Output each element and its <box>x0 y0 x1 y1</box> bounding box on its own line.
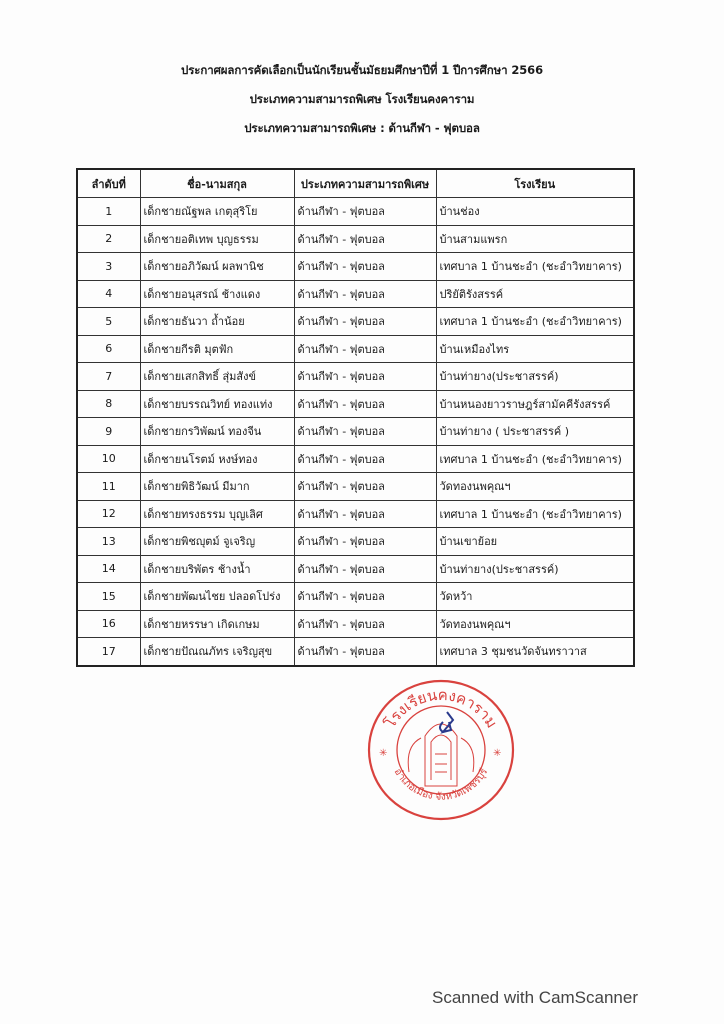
ability-type: ด้านกีฬา - ฟุตบอล <box>294 308 436 336</box>
ability-type: ด้านกีฬา - ฟุตบอล <box>294 500 436 528</box>
results-table <box>76 168 635 667</box>
table-row <box>77 308 634 336</box>
row-number: 7 <box>77 363 140 391</box>
ability-type: ด้านกีฬา - ฟุตบอล <box>294 363 436 391</box>
row-number: 13 <box>77 528 140 556</box>
student-name: เด็กชายหรรษา เกิดเกษม <box>140 610 294 638</box>
ability-type: ด้านกีฬา - ฟุตบอล <box>294 280 436 308</box>
seal-bottom-text: อำเภอเมือง จังหวัดเพชรบุรี <box>391 766 491 803</box>
ability-type: ด้านกีฬา - ฟุตบอล <box>294 445 436 473</box>
student-name: เด็กชายธันวา ถ้ำน้อย <box>140 308 294 336</box>
student-name: เด็กชายณัฐพล เกตุสุริโย <box>140 198 294 226</box>
school-name: เทศบาล 1 บ้านชะอำ (ชะอำวิทยาคาร) <box>436 445 634 473</box>
ability-type: ด้านกีฬา - ฟุตบอล <box>294 528 436 556</box>
seal-star-right-icon: ✳ <box>493 748 502 759</box>
table-row <box>77 638 634 666</box>
ability-type: ด้านกีฬา - ฟุตบอล <box>294 198 436 226</box>
table-row <box>77 500 634 528</box>
school-name: เทศบาล 1 บ้านชะอำ (ชะอำวิทยาคาร) <box>436 308 634 336</box>
school-name: เทศบาล 1 บ้านชะอำ (ชะอำวิทยาคาร) <box>436 253 634 281</box>
seal-graphic <box>365 676 517 822</box>
table-row <box>77 583 634 611</box>
signature-mark <box>440 712 453 732</box>
header-ability-type: ประเภทความสามารถพิเศษ <box>294 169 436 198</box>
row-number: 15 <box>77 583 140 611</box>
ability-type: ด้านกีฬา - ฟุตบอล <box>294 225 436 253</box>
row-number: 6 <box>77 335 140 363</box>
row-number: 8 <box>77 390 140 418</box>
table-row <box>77 198 634 226</box>
school-name: บ้านท่ายาง(ประชาสรรค์) <box>436 555 634 583</box>
header-number: ลำดับที่ <box>77 169 140 198</box>
table-row <box>77 555 634 583</box>
camscanner-watermark: Scanned with CamScanner <box>432 988 639 1007</box>
table-row <box>77 418 634 446</box>
seal-top-text: โรงเรียนคงคาราม <box>380 685 501 732</box>
student-name: เด็กชายกรวิพัฒน์ ทองจีน <box>140 418 294 446</box>
student-name: เด็กชายอติเทพ บุญธรรม <box>140 225 294 253</box>
school-name: ปริยัติรังสรรค์ <box>436 280 634 308</box>
row-number: 3 <box>77 253 140 281</box>
table-row <box>77 473 634 501</box>
school-name: บ้านสามแพรก <box>436 225 634 253</box>
student-name: เด็กชายเสกสิทธิ์ สุ่มสังข์ <box>140 363 294 391</box>
row-number: 1 <box>77 198 140 226</box>
school-name: บ้านหนองยาวราษฎร์สามัคคีรังสรรค์ <box>436 390 634 418</box>
student-name: เด็กชายทรงธรรม บุญเลิศ <box>140 500 294 528</box>
school-name: บ้านช่อง <box>436 198 634 226</box>
ability-type: ด้านกีฬา - ฟุตบอล <box>294 253 436 281</box>
student-name: เด็กชายบรรณวิทย์ ทองแท่ง <box>140 390 294 418</box>
student-name: เด็กชายพิธิวัฒน์ มีมาก <box>140 473 294 501</box>
seal-star-left-icon: ✳ <box>379 748 388 759</box>
row-number: 14 <box>77 555 140 583</box>
school-name: บ้านท่ายาง(ประชาสรรค์) <box>436 363 634 391</box>
school-name: วัดทองนพคุณฯ <box>436 473 634 501</box>
table-row <box>77 335 634 363</box>
student-name: เด็กชายอนุสรณ์ ช้างแดง <box>140 280 294 308</box>
header-school: โรงเรียน <box>436 169 634 198</box>
table-row <box>77 225 634 253</box>
row-number: 9 <box>77 418 140 446</box>
row-number: 16 <box>77 610 140 638</box>
school-name: บ้านท่ายาง ( ประชาสรรค์ ) <box>436 418 634 446</box>
ability-type: ด้านกีฬา - ฟุตบอล <box>294 473 436 501</box>
student-name: เด็กชายบริพัตร ช้างน้ำ <box>140 555 294 583</box>
announcement-subtitle: ประเภทความสามารถพิเศษ โรงเรียนคงคาราม <box>249 92 475 106</box>
table-row <box>77 280 634 308</box>
student-name: เด็กชายปัณณภัทร เจริญสุข <box>140 638 294 666</box>
student-name: เด็กชายพัฒนไชย ปลอดโปร่ง <box>140 583 294 611</box>
school-name: วัดทองนพคุณฯ <box>436 610 634 638</box>
table-row <box>77 528 634 556</box>
school-name: บ้านเขาย้อย <box>436 528 634 556</box>
header-name: ชื่อ-นามสกุล <box>140 169 294 198</box>
row-number: 2 <box>77 225 140 253</box>
table-row <box>77 253 634 281</box>
ability-type: ด้านกีฬา - ฟุตบอล <box>294 555 436 583</box>
school-name: วัดหว้า <box>436 583 634 611</box>
row-number: 10 <box>77 445 140 473</box>
row-number: 17 <box>77 638 140 666</box>
ability-type: ด้านกีฬา - ฟุตบอล <box>294 610 436 638</box>
student-name: เด็กชายกีรติ มุตฟัก <box>140 335 294 363</box>
student-name: เด็กชายนโรตม์ หงษ์ทอง <box>140 445 294 473</box>
ability-type: ด้านกีฬา - ฟุตบอล <box>294 638 436 666</box>
ability-type: ด้านกีฬา - ฟุตบอล <box>294 583 436 611</box>
ability-type: ด้านกีฬา - ฟุตบอล <box>294 335 436 363</box>
announcement-category: ประเภทความสามารถพิเศษ : ด้านกีฬา - ฟุตบอล <box>244 121 480 135</box>
school-seal-stamp <box>365 676 517 822</box>
school-name: บ้านเหมืองไทร <box>436 335 634 363</box>
table-row <box>77 363 634 391</box>
row-number: 4 <box>77 280 140 308</box>
ability-type: ด้านกีฬา - ฟุตบอล <box>294 390 436 418</box>
ability-type: ด้านกีฬา - ฟุตบอล <box>294 418 436 446</box>
announcement-title: ประกาศผลการคัดเลือกเป็นนักเรียนชั้นมัธยมศึกษาปีที่ 1 ปีการศึกษา 2566 <box>181 63 543 77</box>
row-number: 12 <box>77 500 140 528</box>
table-header-row <box>77 169 634 198</box>
student-name: เด็กชายพิชญุตม์ จูเจริญ <box>140 528 294 556</box>
student-name: เด็กชายอภิวัฒน์ ผลพานิช <box>140 253 294 281</box>
row-number: 5 <box>77 308 140 336</box>
row-number: 11 <box>77 473 140 501</box>
table-row <box>77 445 634 473</box>
school-name: เทศบาล 3 ชุมชนวัดจันทราวาส <box>436 638 634 666</box>
school-name: เทศบาล 1 บ้านชะอำ (ชะอำวิทยาคาร) <box>436 500 634 528</box>
table-row <box>77 610 634 638</box>
table-row <box>77 390 634 418</box>
